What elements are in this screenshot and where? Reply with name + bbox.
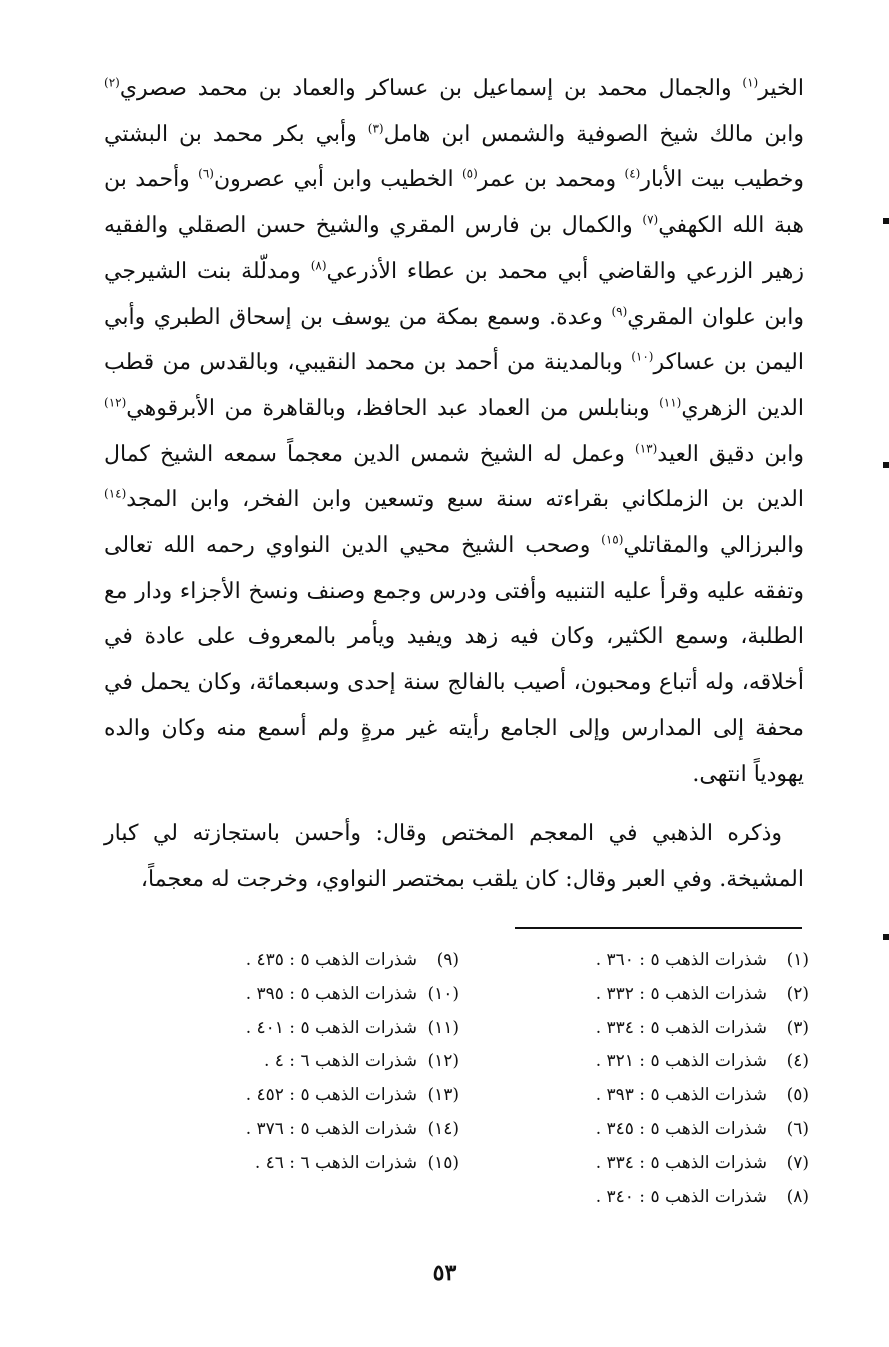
footnote-ref: (١٠) — [631, 349, 654, 364]
footnote-separator — [515, 927, 802, 929]
text-segment: وبنابلس من العماد عبد الحافظ، وبالقاهرة من الأبرقوهي — [126, 395, 660, 421]
text-segment: وعمل له الشيخ شمس الدين معجماً سمعه الشيخ كمال الدين بن الزملكاني بقراءته سنة سبع وتسعين وابن الفخر، وابن المجد — [104, 441, 804, 513]
text-segment: والجمال محمد بن إسماعيل بن عساكر والعماد بن محمد صصري — [119, 76, 743, 101]
footnote-item — [219, 1147, 459, 1181]
page-number: ٥٣ — [432, 1260, 457, 1286]
footnote-ref: (٨) — [310, 258, 327, 273]
footnote-item — [554, 1012, 809, 1046]
footnote-item — [554, 944, 809, 978]
text-segment: ومحمد بن عمر — [477, 167, 625, 193]
footnote-number: (١٥) — [427, 1152, 459, 1173]
footnote-item — [219, 1045, 459, 1079]
footnote-text: شذرات الذهب ٥ : ٣٤٠ . — [595, 1186, 767, 1207]
footnote-ref: (١٥) — [601, 532, 624, 547]
footnote-ref: (١٢) — [104, 395, 127, 410]
edge-mark — [883, 462, 889, 468]
footnote-text: شذرات الذهب ٥ : ٣٤٥ . — [595, 1118, 767, 1139]
footnote-item — [219, 944, 459, 978]
text-segment: وبالمدينة من أحمد بن محمد النقيبي، وبالقدس من قطب الدين الزهري — [104, 350, 804, 421]
footnote-number: (٤) — [786, 1051, 809, 1072]
footnote-ref: (٢) — [104, 75, 120, 90]
footnote-ref: (١٤) — [104, 487, 127, 501]
footnote-item — [219, 1079, 459, 1113]
text-segment: الخطيب وابن أبي عصرون — [213, 167, 462, 193]
footnote-item — [219, 1113, 459, 1147]
text-segment: الخير — [758, 76, 804, 101]
footnote-text: شذرات الذهب ٥ : ٣٩٣ . — [595, 1085, 767, 1106]
footnote-text: شذرات الذهب ٦ : ٤ . — [263, 1051, 417, 1072]
footnote-text: شذرات الذهب ٥ : ٣٣٤ . — [595, 1152, 767, 1173]
paragraph-2: وذكره الذهبي في المعجم المختص وقال: وأحسن باستجازته لي كبار المشيخة. وفي العبر وقال: كان يلقب بمختصر النواوي، وخرجت له معجماً، — [104, 821, 804, 892]
footnote-number: (٧) — [786, 1152, 809, 1173]
footnote-number: (٣) — [786, 1017, 809, 1038]
footnote-text: شذرات الذهب ٦ : ٤٦ . — [254, 1152, 417, 1173]
footnote-ref: (٩) — [611, 304, 628, 319]
footnote-ref: (٥) — [461, 167, 478, 182]
text-segment: وابن دقيق العيد — [657, 441, 804, 467]
footnote-number: (٥) — [786, 1085, 809, 1106]
footnote-text: شذرات الذهب ٥ : ٤٥٢ . — [245, 1085, 417, 1106]
text-segment: وعدة. وسمع بمكة من يوسف بن إسحاق الطبري وأبي اليمن بن عساكر — [104, 304, 804, 376]
edge-mark — [883, 218, 889, 224]
text-segment: وأبي بكر محمد بن البشتي وخطيب بيت الأبار — [104, 121, 804, 193]
footnote-item — [554, 1181, 809, 1215]
footnote-text: شذرات الذهب ٥ : ٣٦٠ . — [595, 950, 767, 970]
footnote-item — [554, 1079, 809, 1113]
footnote-item — [554, 1147, 809, 1181]
footnote-text: شذرات الذهب ٥ : ٤٠١ . — [245, 1017, 417, 1038]
footnote-text: شذرات الذهب ٥ : ٤٣٥ . — [245, 950, 417, 970]
footnote-number: (١٠) — [427, 983, 459, 1004]
text-segment: وأحمد بن هبة الله الكهفي — [104, 167, 804, 239]
footnote-text: شذرات الذهب ٥ : ٣٧٦ . — [245, 1118, 417, 1139]
footnote-ref: (٤) — [624, 167, 641, 182]
footnote-ref: (١) — [742, 75, 759, 90]
footnote-number: (٦) — [786, 1118, 809, 1139]
text-segment: والكمال بن فارس المقري والشيخ حسن الصقلي والفقيه زهير الزرعي والقاضي أبي محمد بن عطاء الأذرعي — [104, 213, 804, 284]
footnote-text: شذرات الذهب ٥ : ٣٣٢ . — [595, 983, 767, 1004]
paragraph-1 — [104, 66, 804, 797]
footnote-text: شذرات الذهب ٥ : ٣٩٥ . — [245, 983, 417, 1004]
footnote-ref: (١٣) — [635, 441, 658, 456]
text-segment: والبرزالي والمقاتلي — [623, 533, 804, 559]
main-text — [104, 66, 804, 903]
footnote-number: (٢) — [786, 983, 809, 1004]
edge-mark — [883, 934, 889, 940]
footnote-number: (١) — [786, 950, 809, 970]
footnote-text: شذرات الذهب ٥ : ٣٢١ . — [595, 1051, 767, 1072]
footnote-item — [554, 1113, 809, 1147]
footnote-text: شذرات الذهب ٥ : ٣٣٤ . — [595, 1017, 767, 1038]
footnote-number: (٨) — [786, 1186, 809, 1207]
footnotes-left-column — [219, 944, 459, 1181]
text-segment: وصحب الشيخ محيي الدين النواوي رحمه الله تعالى وتفقه عليه وقرأ عليه التنبيه وأفتى ودرس وجمع وصنف ونسخ الأجزاء ودار مع الطلبة، وسمع الكثير، وكان فيه زهد ويفيد ويأمر بالمعروف على عادة في أخلاقه، وله أتباع ومحبون، أصيب بالفالج سنة إحدى وسبعمائة، وكان يحمل في محفة إلى المدارس وإلى الجامع رأيته غير مرةٍ ولم أسمع منه وكان والده يهودياً انتهى. — [104, 533, 804, 787]
footnote-ref: (٧) — [642, 212, 659, 227]
footnote-number: (١٢) — [427, 1051, 459, 1072]
footnote-number: (٩) — [436, 950, 459, 970]
footnotes-right-column — [554, 944, 809, 1214]
text-segment: وابن مالك شيخ الصوفية والشمس ابن هامل — [383, 121, 804, 147]
footnote-ref: (٦) — [198, 167, 214, 182]
footnote-number: (١٣) — [427, 1085, 459, 1106]
text-segment: ومدلّلة بنت الشيرجي وابن علوان المقري — [104, 258, 804, 330]
footnote-number: (١٤) — [427, 1118, 459, 1139]
footnote-item — [219, 978, 459, 1012]
footnote-item — [219, 1012, 459, 1046]
footnote-item — [554, 1045, 809, 1079]
footnote-ref: (١١) — [659, 395, 682, 410]
footnote-ref: (٣) — [367, 121, 384, 136]
footnote-item — [554, 978, 809, 1012]
footnote-number: (١١) — [427, 1017, 459, 1038]
